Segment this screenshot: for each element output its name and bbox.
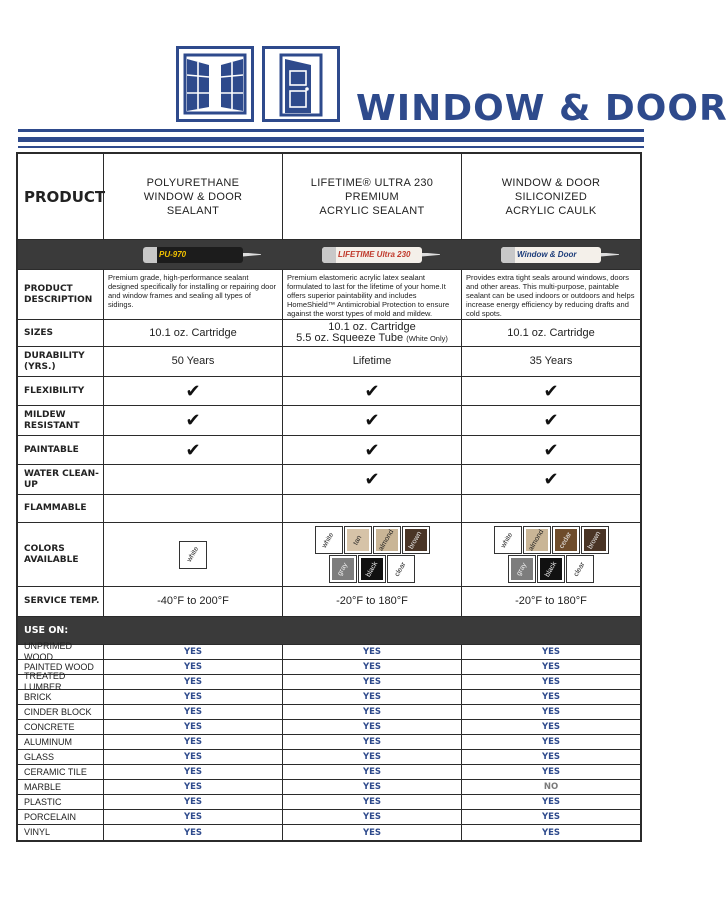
color-swatch: [538, 556, 564, 582]
checkmark-icon: ✔: [543, 410, 559, 431]
color-name: white: [500, 531, 515, 549]
color-swatch: [388, 556, 414, 582]
compatibility-value: YES: [541, 752, 561, 762]
surface-label: PORCELAIN: [24, 811, 77, 822]
table-row-product: [18, 154, 640, 240]
surface-label: PAINTED WOOD: [24, 661, 94, 672]
color-name: clear: [394, 560, 408, 578]
sealant-tube-image: Window & Door: [501, 247, 601, 263]
checkmark-icon: ✔: [185, 439, 201, 461]
compatibility-value: NO: [543, 782, 559, 792]
description-text: Premium elastomeric acrylic latex sealant formulated to last for the lifetime of your home.It offers superior paintability and includes HomeShield™ Antimicrobial Protection to ensure against the worst types of mold and mildew.: [283, 270, 462, 319]
surface-label: CONCRETE: [24, 721, 75, 732]
table-row: [18, 795, 640, 810]
compatibility-value: YES: [541, 827, 561, 838]
color-swatch: [524, 527, 550, 553]
color-swatch: [582, 527, 608, 553]
compatibility-value: YES: [362, 812, 382, 822]
color-name: white: [185, 545, 201, 564]
size-note: (White Only): [406, 334, 448, 343]
compatibility-value: YES: [541, 797, 561, 807]
color-name: clear: [573, 560, 587, 578]
compatibility-value: YES: [183, 812, 203, 822]
color-swatch: [509, 556, 535, 582]
surface-label: CINDER BLOCK: [24, 706, 92, 717]
row-label: FLAMMABLE: [24, 503, 87, 513]
color-name: gray: [515, 561, 529, 577]
surface-label: PLASTIC: [24, 796, 62, 807]
temp-value: -20°F to 180°F: [336, 595, 408, 607]
color-name: brown: [586, 529, 603, 551]
table-row-use-on-header: [18, 617, 640, 645]
compatibility-value: YES: [362, 767, 382, 777]
checkmark-icon: ✔: [543, 439, 559, 461]
durability-value: Lifetime: [352, 355, 392, 367]
checkmark-icon: ✔: [364, 380, 380, 402]
color-name: black: [543, 560, 559, 578]
color-swatch: [374, 527, 400, 553]
compatibility-value: YES: [362, 722, 382, 732]
table-row-durability: [18, 347, 640, 377]
color-swatch: [403, 527, 429, 553]
compatibility-value: YES: [362, 707, 382, 717]
table-row: [18, 660, 640, 675]
checkmark-icon: ✔: [364, 410, 380, 431]
description-text: Premium grade, high-performance sealant designed specifically for installing or repairing door and window frames and sealing all types of sidings.: [104, 270, 283, 319]
color-name: brown: [407, 529, 424, 551]
table-row: [18, 780, 640, 795]
table-row-product-images: [18, 240, 640, 270]
checkmark-icon: ✔: [185, 380, 201, 402]
page-title: WINDOW & DOOR: [356, 88, 728, 129]
table-row: [18, 765, 640, 780]
door-icon: [262, 46, 340, 122]
checkmark-icon: ✔: [364, 469, 380, 490]
table-row: [18, 750, 640, 765]
size-value: 10.1 oz. Cartridge: [149, 326, 237, 339]
compatibility-value: YES: [362, 737, 382, 747]
table-row: [18, 671, 640, 692]
compatibility-value: YES: [541, 692, 561, 702]
row-label: PAINTABLE: [24, 444, 79, 455]
compatibility-value: YES: [362, 797, 382, 807]
row-label: PRODUCT DESCRIPTION: [24, 283, 93, 305]
color-swatch: [316, 527, 342, 553]
temp-value: -20°F to 180°F: [515, 595, 587, 607]
description-text: Provides extra tight seals around windows, doors and other areas. This multi-purpose, paintable sealant can be used indoors or outdoors and helps increase energy efficiency by reducing drafts and cold spots.: [466, 273, 635, 318]
color-name: white: [321, 531, 336, 549]
table-row-water-cleanup: [18, 465, 640, 495]
size-value: 10.1 oz. Cartridge: [507, 326, 595, 339]
product-name: LIFETIME® ULTRA 230 PREMIUM ACRYLIC SEALANT: [310, 176, 434, 217]
table-row: [18, 810, 640, 825]
row-label: MILDEW RESISTANT: [24, 409, 80, 431]
surface-label: GLASS: [24, 751, 55, 762]
compatibility-value: YES: [183, 692, 203, 702]
compatibility-value: YES: [183, 677, 203, 687]
table-row-flexibility: [18, 377, 640, 406]
row-label: SIZES: [24, 327, 53, 338]
compatibility-value: YES: [541, 677, 561, 687]
table-row: [18, 705, 640, 720]
comparison-table: [16, 152, 642, 842]
product-name: WINDOW & DOOR SILICONIZED ACRYLIC CAULK: [501, 176, 601, 217]
size-value: 5.5 oz. Squeeze Tube: [296, 332, 404, 344]
surface-label: ALUMINUM: [24, 736, 73, 747]
table-row-colors: [18, 523, 640, 587]
compatibility-value: YES: [183, 662, 203, 672]
row-label: SERVICE TEMP.: [24, 596, 100, 606]
row-label: FLEXIBILITY: [24, 385, 85, 396]
compatibility-value: YES: [183, 782, 203, 792]
compatibility-value: YES: [183, 767, 203, 777]
page-header: [0, 0, 728, 150]
durability-value: 35 Years: [529, 355, 573, 367]
surface-label: MARBLE: [24, 781, 62, 792]
surface-label: TREATED LUMBER: [24, 671, 66, 692]
temp-value: -40°F to 200°F: [157, 595, 229, 607]
compatibility-value: YES: [183, 707, 203, 717]
checkmark-icon: ✔: [364, 439, 380, 461]
compatibility-value: YES: [541, 812, 561, 822]
compatibility-value: YES: [183, 722, 203, 732]
color-swatch: [567, 556, 593, 582]
product-name: POLYURETHANE WINDOW & DOOR SEALANT: [143, 176, 243, 217]
compatibility-value: YES: [362, 647, 382, 657]
compatibility-value: YES: [362, 752, 382, 762]
table-row: [18, 825, 640, 840]
checkmark-icon: ✔: [543, 469, 559, 490]
checkmark-icon: ✔: [543, 380, 559, 402]
durability-value: 50 Years: [171, 355, 215, 367]
header-divider: [18, 137, 644, 142]
color-name: tan: [352, 534, 363, 546]
table-row-description: [18, 270, 640, 320]
color-name: cedar: [558, 530, 573, 550]
compatibility-value: YES: [541, 647, 561, 657]
table-row: [18, 720, 640, 735]
color-name: almond: [377, 528, 396, 552]
sealant-tube-image: PU-970: [143, 247, 243, 263]
compatibility-value: YES: [183, 797, 203, 807]
compatibility-value: YES: [183, 647, 203, 657]
compatibility-value: YES: [541, 662, 561, 672]
compatibility-value: YES: [183, 737, 203, 747]
sealant-tube-image: LIFETIME Ultra 230: [322, 247, 422, 263]
compatibility-value: YES: [541, 722, 561, 732]
checkmark-icon: ✔: [185, 410, 201, 431]
compatibility-value: YES: [362, 692, 382, 702]
window-icon: [176, 46, 254, 122]
surface-label: CERAMIC TILE: [24, 766, 87, 777]
compatibility-value: YES: [362, 662, 382, 672]
color-swatches: [133, 542, 253, 568]
color-name: black: [364, 560, 380, 578]
section-label: USE ON:: [24, 625, 69, 636]
color-swatch: [180, 542, 206, 568]
table-row: [18, 735, 640, 750]
header-divider: [18, 146, 644, 148]
row-label: WATER CLEAN-UP: [24, 468, 99, 490]
compatibility-value: YES: [541, 707, 561, 717]
table-row: [18, 641, 640, 662]
color-swatch: [330, 556, 356, 582]
surface-label: BRICK: [24, 691, 52, 702]
color-swatch: [495, 527, 521, 553]
surface-label: UNPRIMED WOOD: [24, 641, 73, 662]
color-swatch: [553, 527, 579, 553]
color-swatch: [359, 556, 385, 582]
row-label: DURABILITY (YRS.): [24, 350, 85, 372]
row-label: COLORS AVAILABLE: [24, 543, 79, 565]
size-value: 10.1 oz. Cartridge: [328, 321, 416, 333]
color-name: gray: [336, 561, 350, 577]
header-divider: [18, 129, 644, 132]
table-row-mildew: [18, 406, 640, 436]
table-row-sizes: [18, 320, 640, 347]
compatibility-value: YES: [541, 767, 561, 777]
surface-label: VINYL: [24, 827, 51, 837]
color-swatches: [312, 527, 432, 582]
color-name: almond: [527, 528, 546, 552]
compatibility-value: YES: [541, 737, 561, 747]
color-swatch: [345, 527, 371, 553]
color-swatches: [491, 527, 611, 582]
table-row-paintable: [18, 436, 640, 465]
compatibility-value: YES: [362, 677, 382, 687]
table-row: [18, 690, 640, 705]
row-label: PRODUCT: [24, 187, 106, 206]
use-on-list: [18, 641, 640, 840]
table-row-flammable: [18, 495, 640, 523]
compatibility-value: YES: [362, 827, 382, 838]
table-row-service-temp: [18, 587, 640, 617]
compatibility-value: YES: [362, 782, 382, 792]
compatibility-value: YES: [183, 827, 203, 838]
compatibility-value: YES: [183, 752, 203, 762]
